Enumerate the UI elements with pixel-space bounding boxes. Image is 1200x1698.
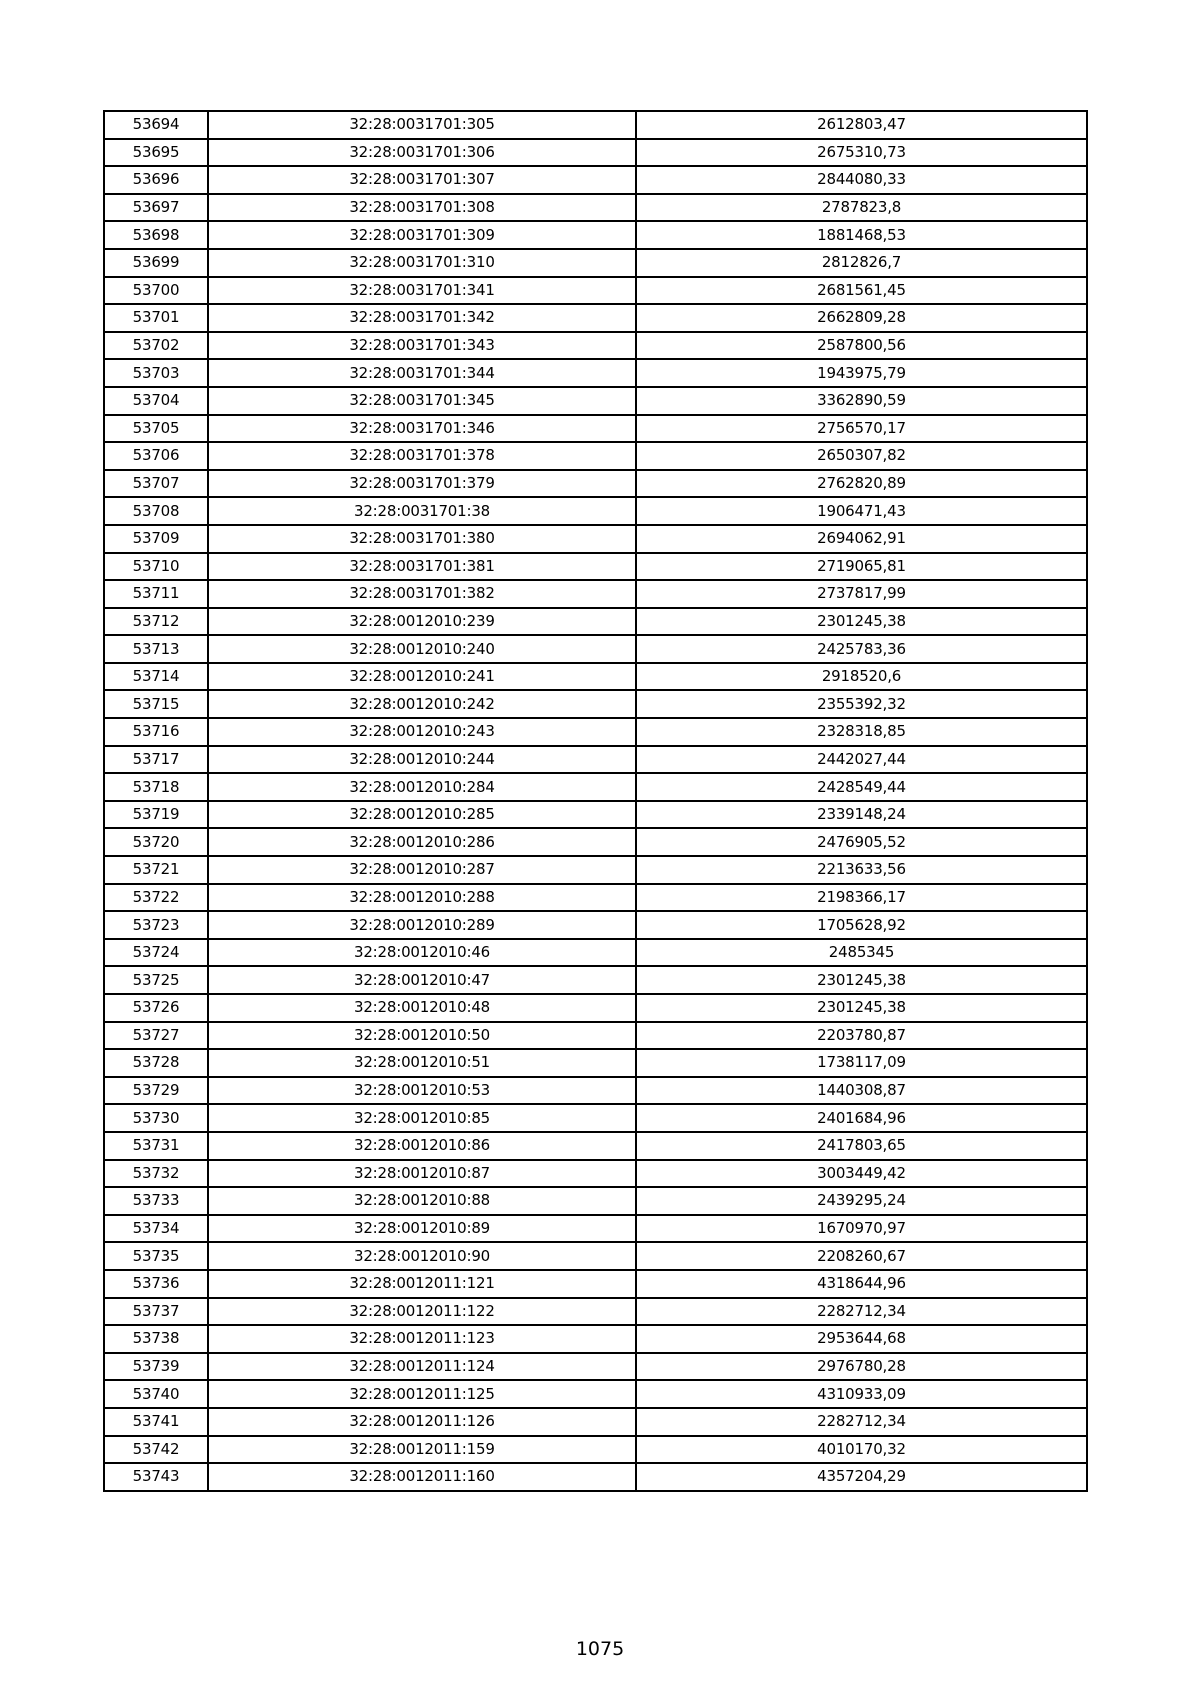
row-number-cell: 53719 — [104, 801, 208, 829]
cadastral-number-cell: 32:28:0012010:85 — [208, 1104, 636, 1132]
table-row — [104, 580, 1087, 608]
table-row — [104, 966, 1087, 994]
cadastral-number-cell: 32:28:0012010:86 — [208, 1132, 636, 1160]
cadastral-number-cell: 32:28:0012010:288 — [208, 884, 636, 912]
cadastral-number-cell: 32:28:0012010:285 — [208, 801, 636, 829]
table-row — [104, 387, 1087, 415]
cadastral-number-cell: 32:28:0012011:159 — [208, 1436, 636, 1464]
table-row — [104, 746, 1087, 774]
cadastral-number-cell: 32:28:0031701:310 — [208, 249, 636, 277]
table-row — [104, 166, 1087, 194]
row-number-cell: 53705 — [104, 415, 208, 443]
table-row — [104, 801, 1087, 829]
table-row — [104, 773, 1087, 801]
cadastral-number-cell: 32:28:0031701:342 — [208, 304, 636, 332]
row-number-cell: 53742 — [104, 1436, 208, 1464]
row-number-cell: 53708 — [104, 497, 208, 525]
row-number-cell: 53720 — [104, 828, 208, 856]
table-row — [104, 1215, 1087, 1243]
row-number-cell: 53732 — [104, 1160, 208, 1188]
value-cell: 2812826,7 — [636, 249, 1087, 277]
table-row — [104, 415, 1087, 443]
page-number: 1075 — [575, 1638, 625, 1660]
value-cell: 2208260,67 — [636, 1242, 1087, 1270]
value-cell: 4318644,96 — [636, 1270, 1087, 1298]
row-number-cell: 53701 — [104, 304, 208, 332]
row-number-cell: 53717 — [104, 746, 208, 774]
table-row — [104, 1353, 1087, 1381]
value-cell: 2439295,24 — [636, 1187, 1087, 1215]
cadastral-number-cell: 32:28:0012010:243 — [208, 718, 636, 746]
table-body — [104, 111, 1087, 1491]
value-cell: 1705628,92 — [636, 911, 1087, 939]
value-cell: 2612803,47 — [636, 111, 1087, 139]
table-row — [104, 553, 1087, 581]
cadastral-number-cell: 32:28:0012011:124 — [208, 1353, 636, 1381]
table-row — [104, 911, 1087, 939]
value-cell: 1440308,87 — [636, 1077, 1087, 1105]
value-cell: 1881468,53 — [636, 221, 1087, 249]
row-number-cell: 53702 — [104, 332, 208, 360]
cadastral-number-cell: 32:28:0031701:308 — [208, 194, 636, 222]
table-row — [104, 1380, 1087, 1408]
value-cell: 2844080,33 — [636, 166, 1087, 194]
table-row — [104, 442, 1087, 470]
cadastral-number-cell: 32:28:0012010:241 — [208, 663, 636, 691]
value-cell: 2737817,99 — [636, 580, 1087, 608]
value-cell: 2976780,28 — [636, 1353, 1087, 1381]
value-cell: 2662809,28 — [636, 304, 1087, 332]
cadastral-number-cell: 32:28:0012010:53 — [208, 1077, 636, 1105]
row-number-cell: 53730 — [104, 1104, 208, 1132]
table-row — [104, 1104, 1087, 1132]
value-cell: 1738117,09 — [636, 1049, 1087, 1077]
cadastral-number-cell: 32:28:0031701:381 — [208, 553, 636, 581]
value-cell: 2355392,32 — [636, 690, 1087, 718]
cadastral-number-cell: 32:28:0012010:90 — [208, 1242, 636, 1270]
row-number-cell: 53716 — [104, 718, 208, 746]
cadastral-number-cell: 32:28:0031701:379 — [208, 470, 636, 498]
table-row — [104, 884, 1087, 912]
row-number-cell: 53737 — [104, 1298, 208, 1326]
value-cell: 2918520,6 — [636, 663, 1087, 691]
row-number-cell: 53735 — [104, 1242, 208, 1270]
row-number-cell: 53722 — [104, 884, 208, 912]
table-row — [104, 1298, 1087, 1326]
value-cell: 2650307,82 — [636, 442, 1087, 470]
row-number-cell: 53733 — [104, 1187, 208, 1215]
table-row — [104, 359, 1087, 387]
table-row — [104, 497, 1087, 525]
table-row — [104, 1242, 1087, 1270]
table-row — [104, 663, 1087, 691]
cadastral-number-cell: 32:28:0012010:88 — [208, 1187, 636, 1215]
cadastral-number-cell: 32:28:0031701:344 — [208, 359, 636, 387]
table-row — [104, 608, 1087, 636]
cadastral-number-cell: 32:28:0012010:51 — [208, 1049, 636, 1077]
row-number-cell: 53714 — [104, 663, 208, 691]
table-row — [104, 1132, 1087, 1160]
value-cell: 2485345 — [636, 939, 1087, 967]
value-cell: 2476905,52 — [636, 828, 1087, 856]
cadastral-number-cell: 32:28:0012010:284 — [208, 773, 636, 801]
row-number-cell: 53712 — [104, 608, 208, 636]
table-row — [104, 1325, 1087, 1353]
cadastral-number-cell: 32:28:0031701:309 — [208, 221, 636, 249]
cadastral-number-cell: 32:28:0012010:240 — [208, 635, 636, 663]
row-number-cell: 53741 — [104, 1408, 208, 1436]
value-cell: 4310933,09 — [636, 1380, 1087, 1408]
cadastral-number-cell: 32:28:0031701:341 — [208, 277, 636, 305]
row-number-cell: 53718 — [104, 773, 208, 801]
value-cell: 2417803,65 — [636, 1132, 1087, 1160]
row-number-cell: 53726 — [104, 994, 208, 1022]
cadastral-table — [103, 110, 1088, 1492]
row-number-cell: 53710 — [104, 553, 208, 581]
table-row — [104, 994, 1087, 1022]
value-cell: 2787823,8 — [636, 194, 1087, 222]
value-cell: 2301245,38 — [636, 608, 1087, 636]
cadastral-number-cell: 32:28:0031701:38 — [208, 497, 636, 525]
value-cell: 2442027,44 — [636, 746, 1087, 774]
table-row — [104, 635, 1087, 663]
cadastral-number-cell: 32:28:0012010:286 — [208, 828, 636, 856]
value-cell: 2762820,89 — [636, 470, 1087, 498]
cadastral-number-cell: 32:28:0012010:287 — [208, 856, 636, 884]
cadastral-number-cell: 32:28:0031701:343 — [208, 332, 636, 360]
row-number-cell: 53703 — [104, 359, 208, 387]
table-row — [104, 1049, 1087, 1077]
cadastral-number-cell: 32:28:0012010:289 — [208, 911, 636, 939]
table-row — [104, 856, 1087, 884]
table-row — [104, 525, 1087, 553]
table-row — [104, 1270, 1087, 1298]
cadastral-number-cell: 32:28:0031701:306 — [208, 139, 636, 167]
row-number-cell: 53715 — [104, 690, 208, 718]
value-cell: 2339148,24 — [636, 801, 1087, 829]
value-cell: 2282712,34 — [636, 1408, 1087, 1436]
row-number-cell: 53736 — [104, 1270, 208, 1298]
value-cell: 1943975,79 — [636, 359, 1087, 387]
value-cell: 2428549,44 — [636, 773, 1087, 801]
cadastral-number-cell: 32:28:0012011:160 — [208, 1463, 636, 1491]
row-number-cell: 53724 — [104, 939, 208, 967]
cadastral-number-cell: 32:28:0012010:47 — [208, 966, 636, 994]
table-row — [104, 828, 1087, 856]
value-cell: 2198366,17 — [636, 884, 1087, 912]
table-row — [104, 1187, 1087, 1215]
cadastral-number-cell: 32:28:0031701:346 — [208, 415, 636, 443]
table-row — [104, 1077, 1087, 1105]
row-number-cell: 53699 — [104, 249, 208, 277]
row-number-cell: 53723 — [104, 911, 208, 939]
row-number-cell: 53694 — [104, 111, 208, 139]
cadastral-number-cell: 32:28:0012010:46 — [208, 939, 636, 967]
value-cell: 1906471,43 — [636, 497, 1087, 525]
row-number-cell: 53695 — [104, 139, 208, 167]
cadastral-number-cell: 32:28:0012010:50 — [208, 1022, 636, 1050]
value-cell: 2213633,56 — [636, 856, 1087, 884]
value-cell: 2756570,17 — [636, 415, 1087, 443]
table-row — [104, 1436, 1087, 1464]
table-row — [104, 139, 1087, 167]
row-number-cell: 53731 — [104, 1132, 208, 1160]
table-row — [104, 939, 1087, 967]
cadastral-number-cell: 32:28:0012010:48 — [208, 994, 636, 1022]
cadastral-number-cell: 32:28:0012011:123 — [208, 1325, 636, 1353]
cadastral-number-cell: 32:28:0012011:122 — [208, 1298, 636, 1326]
table-row — [104, 1160, 1087, 1188]
row-number-cell: 53721 — [104, 856, 208, 884]
value-cell: 2694062,91 — [636, 525, 1087, 553]
value-cell: 3362890,59 — [636, 387, 1087, 415]
value-cell: 2681561,45 — [636, 277, 1087, 305]
table-row — [104, 277, 1087, 305]
row-number-cell: 53698 — [104, 221, 208, 249]
row-number-cell: 53713 — [104, 635, 208, 663]
table-row — [104, 470, 1087, 498]
table-row — [104, 1408, 1087, 1436]
value-cell: 2301245,38 — [636, 966, 1087, 994]
value-cell: 2425783,36 — [636, 635, 1087, 663]
value-cell: 4357204,29 — [636, 1463, 1087, 1491]
value-cell: 4010170,32 — [636, 1436, 1087, 1464]
row-number-cell: 53711 — [104, 580, 208, 608]
row-number-cell: 53707 — [104, 470, 208, 498]
cadastral-number-cell: 32:28:0012010:244 — [208, 746, 636, 774]
cadastral-number-cell: 32:28:0031701:307 — [208, 166, 636, 194]
row-number-cell: 53729 — [104, 1077, 208, 1105]
value-cell: 2328318,85 — [636, 718, 1087, 746]
table-row — [104, 194, 1087, 222]
value-cell: 2282712,34 — [636, 1298, 1087, 1326]
row-number-cell: 53738 — [104, 1325, 208, 1353]
cadastral-number-cell: 32:28:0031701:378 — [208, 442, 636, 470]
value-cell: 2301245,38 — [636, 994, 1087, 1022]
row-number-cell: 53743 — [104, 1463, 208, 1491]
value-cell: 2675310,73 — [636, 139, 1087, 167]
cadastral-number-cell: 32:28:0031701:345 — [208, 387, 636, 415]
table-row — [104, 221, 1087, 249]
row-number-cell: 53704 — [104, 387, 208, 415]
cadastral-number-cell: 32:28:0031701:305 — [208, 111, 636, 139]
row-number-cell: 53709 — [104, 525, 208, 553]
row-number-cell: 53706 — [104, 442, 208, 470]
table-row — [104, 111, 1087, 139]
cadastral-number-cell: 32:28:0012010:242 — [208, 690, 636, 718]
cadastral-number-cell: 32:28:0012011:126 — [208, 1408, 636, 1436]
value-cell: 2587800,56 — [636, 332, 1087, 360]
cadastral-number-cell: 32:28:0031701:380 — [208, 525, 636, 553]
value-cell: 2953644,68 — [636, 1325, 1087, 1353]
row-number-cell: 53700 — [104, 277, 208, 305]
table-row — [104, 1022, 1087, 1050]
cadastral-number-cell: 32:28:0012010:87 — [208, 1160, 636, 1188]
row-number-cell: 53696 — [104, 166, 208, 194]
row-number-cell: 53739 — [104, 1353, 208, 1381]
table-row — [104, 332, 1087, 360]
table-row — [104, 304, 1087, 332]
value-cell: 2203780,87 — [636, 1022, 1087, 1050]
cadastral-number-cell: 32:28:0012011:125 — [208, 1380, 636, 1408]
row-number-cell: 53734 — [104, 1215, 208, 1243]
table-row — [104, 718, 1087, 746]
row-number-cell: 53740 — [104, 1380, 208, 1408]
cadastral-number-cell: 32:28:0012010:239 — [208, 608, 636, 636]
row-number-cell: 53697 — [104, 194, 208, 222]
table-row — [104, 249, 1087, 277]
table-row — [104, 1463, 1087, 1491]
row-number-cell: 53728 — [104, 1049, 208, 1077]
value-cell: 3003449,42 — [636, 1160, 1087, 1188]
cadastral-number-cell: 32:28:0012010:89 — [208, 1215, 636, 1243]
value-cell: 2719065,81 — [636, 553, 1087, 581]
cadastral-number-cell: 32:28:0031701:382 — [208, 580, 636, 608]
value-cell: 1670970,97 — [636, 1215, 1087, 1243]
table-row — [104, 690, 1087, 718]
row-number-cell: 53727 — [104, 1022, 208, 1050]
row-number-cell: 53725 — [104, 966, 208, 994]
cadastral-number-cell: 32:28:0012011:121 — [208, 1270, 636, 1298]
value-cell: 2401684,96 — [636, 1104, 1087, 1132]
